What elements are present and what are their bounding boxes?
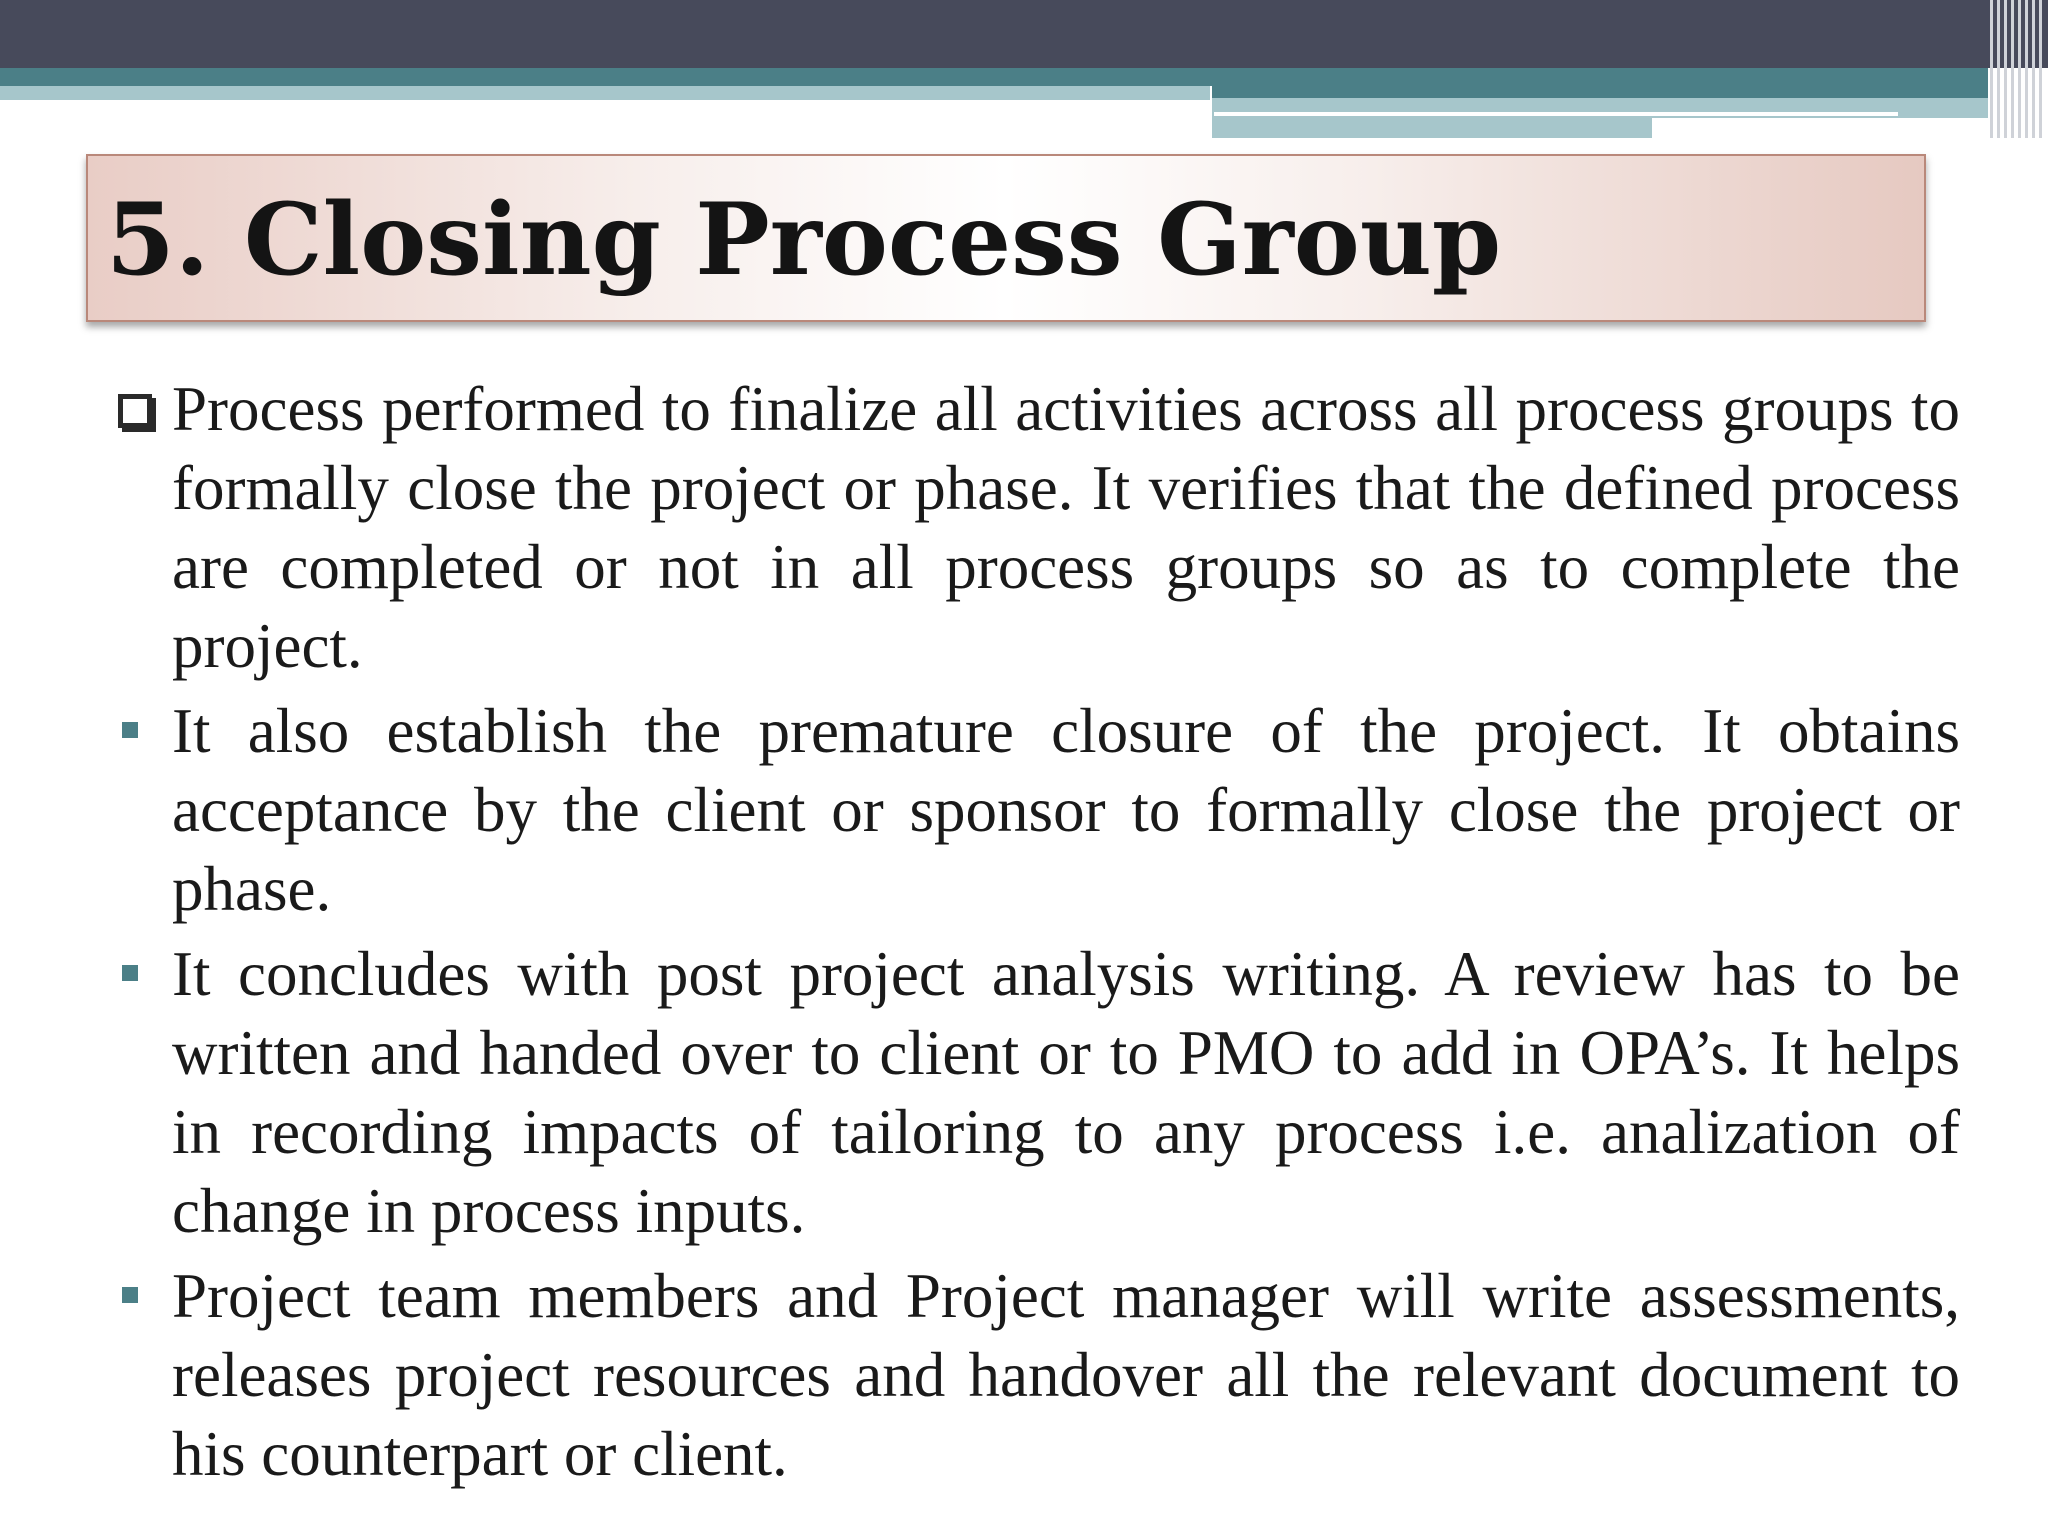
square-bullet-icon xyxy=(122,965,138,981)
list-item xyxy=(116,935,1960,1251)
header-stripe xyxy=(2018,0,2021,138)
header-band-dark xyxy=(0,0,2048,68)
header-band-teal xyxy=(0,68,1988,86)
header-stripe xyxy=(2004,0,2007,138)
list-item-text: It also establish the premature closure of the project. It obtains acceptance by the client or sponsor to formally close the project or phase. xyxy=(172,696,1960,924)
header-band-right-top xyxy=(1212,86,1988,98)
list-item xyxy=(116,692,1960,929)
slide-content xyxy=(116,370,1960,1500)
header-band-right-low xyxy=(1212,118,1652,138)
header-stripe xyxy=(2011,0,2014,138)
header-stripe xyxy=(1997,0,2000,138)
header-stripe xyxy=(2032,0,2035,138)
header-stripe xyxy=(2025,0,2028,138)
list-item xyxy=(116,370,1960,686)
header-stripe xyxy=(2039,0,2042,138)
slide-title: 5. Closing Process Group xyxy=(106,182,1502,298)
square-bullet-icon xyxy=(122,722,138,738)
header-band-thin-line xyxy=(1214,112,1898,116)
checkbox-icon xyxy=(118,394,152,428)
list-item-text: Project team members and Project manager will write assessments, releases project resources and handover all the relevant document to his counterpart or client. xyxy=(172,1261,1960,1489)
header-stripe xyxy=(1990,0,1993,138)
list-item xyxy=(116,1257,1960,1494)
square-bullet-icon xyxy=(122,1287,138,1303)
header-band-light xyxy=(0,86,1210,100)
list-item-text: Process performed to finalize all activities across all process groups to formally close the project or phase. It verifies that the defined process are completed or not in all process groups so as to complete the project. xyxy=(172,374,1960,681)
list-item-text: It concludes with post project analysis writing. A review has to be written and handed over to client or to PMO to add in OPA’s. It helps in recording impacts of tailoring to any process i.e. analization of change in process inputs. xyxy=(172,939,1960,1246)
